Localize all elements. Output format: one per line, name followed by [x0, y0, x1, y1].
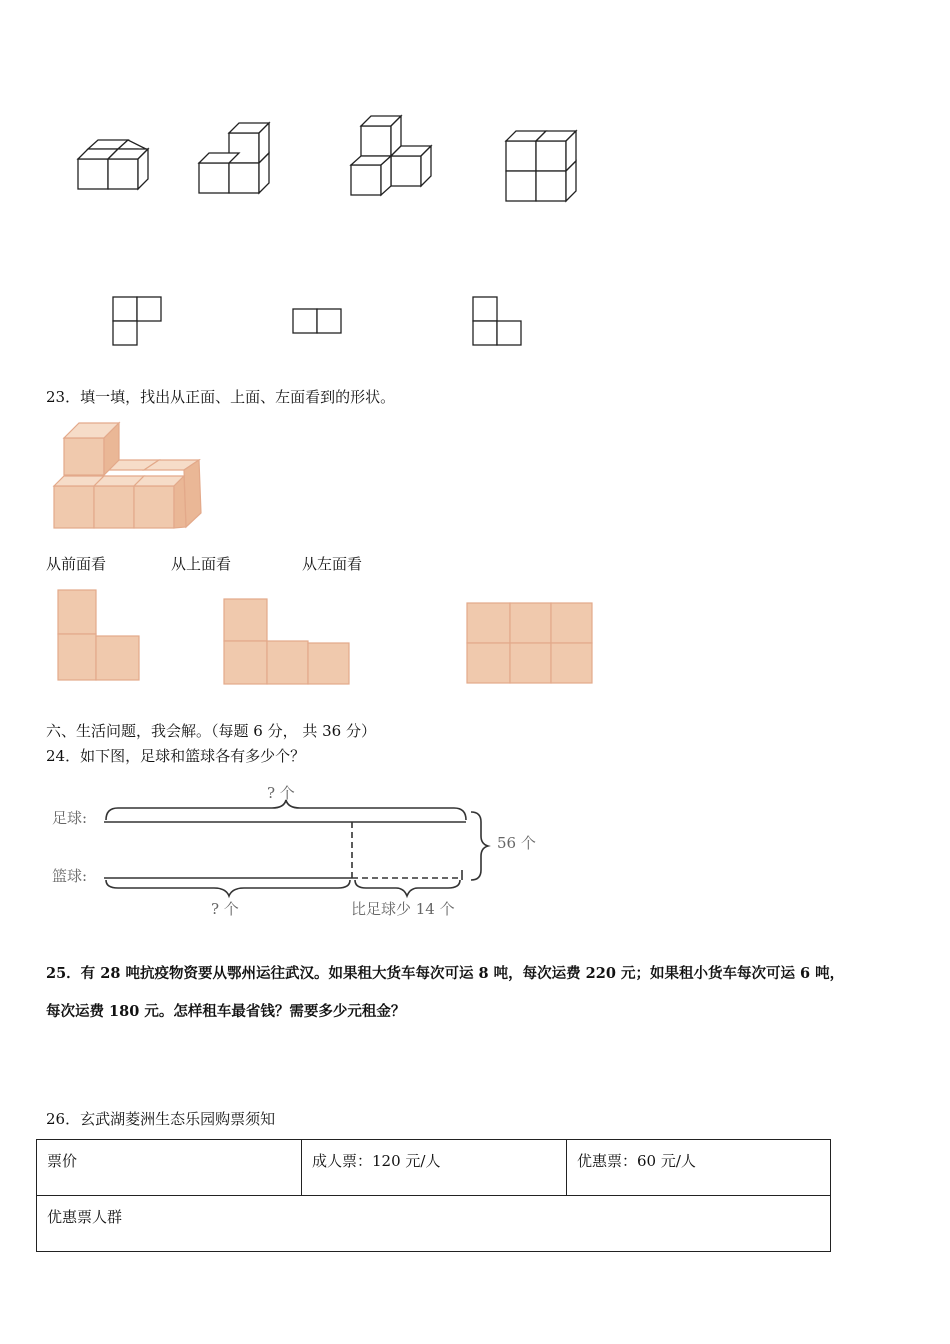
- q26-title: 26．玄武湖菱洲生态乐园购票须知: [46, 1110, 276, 1128]
- q24-text: 24．如下图，足球和篮球各有多少个？: [46, 747, 306, 765]
- table-row: [37, 1140, 831, 1196]
- label-top-view: 从上面看: [171, 555, 232, 573]
- total-label: 56 个: [497, 834, 536, 852]
- view-shape-1: [113, 297, 161, 345]
- front-view-shape: [58, 590, 139, 680]
- table-row: [37, 1196, 831, 1252]
- q25-line-2: 每次运费 180 元。怎样租车最省钱？需要多少元租金？: [46, 1003, 406, 1020]
- cube-figure-4: [506, 131, 576, 201]
- difference-label: 比足球少 14 个: [351, 900, 455, 918]
- q23-text: 23．填一填，找出从正面、上面、左面看到的形状。: [46, 388, 396, 406]
- label-front-view: 从前面看: [46, 555, 107, 573]
- adult-ticket-cell: 成人票：120 元/人: [302, 1140, 567, 1196]
- label-left-view: 从左面看: [302, 555, 363, 573]
- discount-group-cell: 优惠票人群: [37, 1196, 831, 1252]
- bottom-question-label: ? 个: [211, 900, 239, 918]
- cube-figure-1: [78, 140, 148, 189]
- q25-line-1: 25．有 28 吨抗疫物资要从鄂州运往武汉。如果租大货车每次可运 8 吨，每次运费 220 元；如果租小货车每次可运 6 吨，: [46, 965, 845, 982]
- top-view-shape: [224, 599, 349, 684]
- cube-figure-2: [199, 123, 269, 193]
- section-6-heading: 六、生活问题，我会解。（每题 6 分， 共 36 分）: [46, 722, 376, 740]
- cube-figures-top: [0, 0, 950, 360]
- top-question-label: ? 个: [267, 784, 295, 802]
- left-view-shape: [467, 603, 592, 683]
- view-shape-2: [293, 309, 341, 333]
- ticket-info-table: [36, 1139, 831, 1252]
- cube-figure-3: [351, 116, 431, 195]
- view-shape-3: [473, 297, 521, 345]
- basketball-label: 篮球:: [52, 867, 88, 885]
- football-label: 足球:: [52, 809, 88, 827]
- discount-ticket-cell: 优惠票：60 元/人: [567, 1140, 831, 1196]
- ticket-price-header: 票价: [37, 1140, 302, 1196]
